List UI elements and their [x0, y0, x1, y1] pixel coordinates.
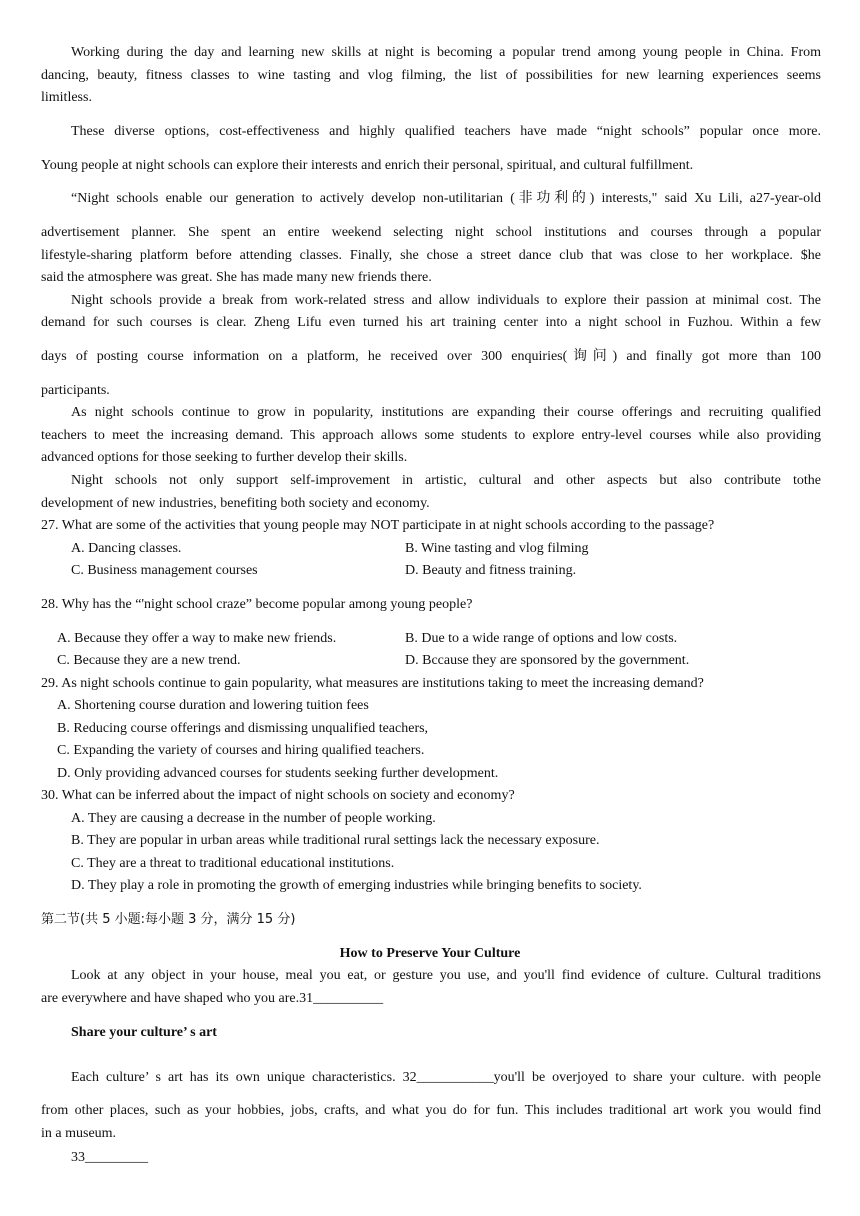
- q27-option-d: D. Beauty and fitness training.: [405, 563, 577, 578]
- q28-option-b: B. Due to a wide range of options and low costs.: [405, 631, 678, 646]
- passage-line: advertisement planner. She spent an entire weekend selecting night school institutions and courses through a popular: [41, 225, 821, 240]
- passage-line: Look at any object in your house, meal you eat, or gesture you use, and you'll find evidence of culture. Cultural traditions: [71, 968, 821, 983]
- passage-line: Each culture’ s art has its own unique characteristics. 32___________you'll be overjoyed to share your culture. with people: [71, 1070, 821, 1085]
- passage-title: How to Preserve Your Culture: [339, 946, 521, 961]
- subheading: Share your culture’ s art: [71, 1025, 217, 1040]
- q29-option-c: C. Expanding the variety of courses and hiring qualified teachers.: [57, 743, 425, 758]
- passage-line: These diverse options, cost-effectiveness and highly qualified teachers have made “night schools” popular once more.: [71, 124, 821, 139]
- passage-line: days of posting course information on a platform, he received over 300 enquiries(询问) and finally got more than 100: [41, 349, 821, 364]
- q28-option-a: A. Because they offer a way to make new friends.: [57, 631, 337, 646]
- q27-option-b: B. Wine tasting and vlog filming: [405, 541, 589, 556]
- passage-line: Night schools provide a break from work-related stress and allow individuals to explore their passion at minimal cost. The: [71, 293, 821, 308]
- q28-option-d: D. Bccause they are sponsored by the government.: [405, 653, 690, 668]
- blank-33: 33_________: [71, 1150, 148, 1165]
- passage-line: lifestyle-sharing platform before attending classes. Finally, she chose a street dance club that was close to her workplace. $he: [41, 248, 821, 263]
- passage-line: dancing, beauty, fitness classes to wine tasting and vlog filming, the list of possibilities for new learning experiences seems: [41, 68, 821, 83]
- passage-line: advanced options for those seeking to further develop their skills.: [41, 450, 408, 465]
- q29-option-d: D. Only providing advanced courses for students seeking further development.: [57, 766, 499, 781]
- q30-option-c: C. They are a threat to traditional educational institutions.: [71, 856, 395, 871]
- passage-line: demand for such courses is clear. Zheng Lifu even turned his art training center into a night school in Fuzhou. Within a few: [41, 315, 821, 330]
- passage-line: are everywhere and have shaped who you are.31__________: [41, 991, 384, 1006]
- passage-line: Working during the day and learning new skills at night is becoming a popular trend among young people in China. From: [71, 45, 821, 60]
- question-28-stem: 28. Why has the “'night school craze” become popular among young people?: [41, 597, 473, 612]
- passage-line: limitless.: [41, 90, 92, 105]
- passage-line: development of new industries, benefiting both society and economy.: [41, 496, 430, 511]
- q28-option-c: C. Because they are a new trend.: [57, 653, 241, 668]
- passage-line: As night schools continue to grow in popularity, institutions are expanding their course offerings and recruiting qualified: [71, 405, 821, 420]
- passage-line: said the atmosphere was great. She has made many new friends there.: [41, 270, 432, 285]
- passage-line: teachers to meet the increasing demand. This approach allows some students to explore entry-level courses while also providing: [41, 428, 821, 443]
- passage-line: from other places, such as your hobbies, jobs, crafts, and what you do for fun. This includes traditional art work you would find: [41, 1103, 821, 1118]
- q29-option-b: B. Reducing course offerings and dismissing unqualified teachers,: [57, 721, 429, 736]
- section-heading: 第二节(共 5 小题:每小题 3 分，满分 15 分): [41, 912, 296, 927]
- question-27-stem: 27. What are some of the activities that young people may NOT participate in at night schools according to the passage?: [41, 518, 715, 533]
- q30-option-a: A. They are causing a decrease in the number of people working.: [71, 811, 436, 826]
- question-30-stem: 30. What can be inferred about the impact of night schools on society and economy?: [41, 788, 515, 803]
- passage-line: participants.: [41, 383, 110, 398]
- question-29-stem: 29. As night schools continue to gain popularity, what measures are institutions taking to meet the increasing demand?: [41, 676, 704, 691]
- q27-option-c: C. Business management courses: [71, 563, 258, 578]
- passage-line: “Night schools enable our generation to actively develop non-utilitarian (非功利的) interests," said Xu Lili, a27-year-old: [71, 191, 821, 206]
- q30-option-b: B. They are popular in urban areas while traditional rural settings lack the necessary exposure.: [71, 833, 600, 848]
- passage-line: Young people at night schools can explore their interests and enrich their personal, spiritual, and cultural fulfillment.: [41, 158, 694, 173]
- passage-line: Night schools not only support self-improvement in artistic, cultural and other aspects but also contribute tothe: [71, 473, 821, 488]
- q27-option-a: A. Dancing classes.: [71, 541, 182, 556]
- q29-option-a: A. Shortening course duration and lowering tuition fees: [57, 698, 369, 713]
- passage-line: in a museum.: [41, 1126, 117, 1141]
- q30-option-d: D. They play a role in promoting the growth of emerging industries while bringing benefits to society.: [71, 878, 642, 893]
